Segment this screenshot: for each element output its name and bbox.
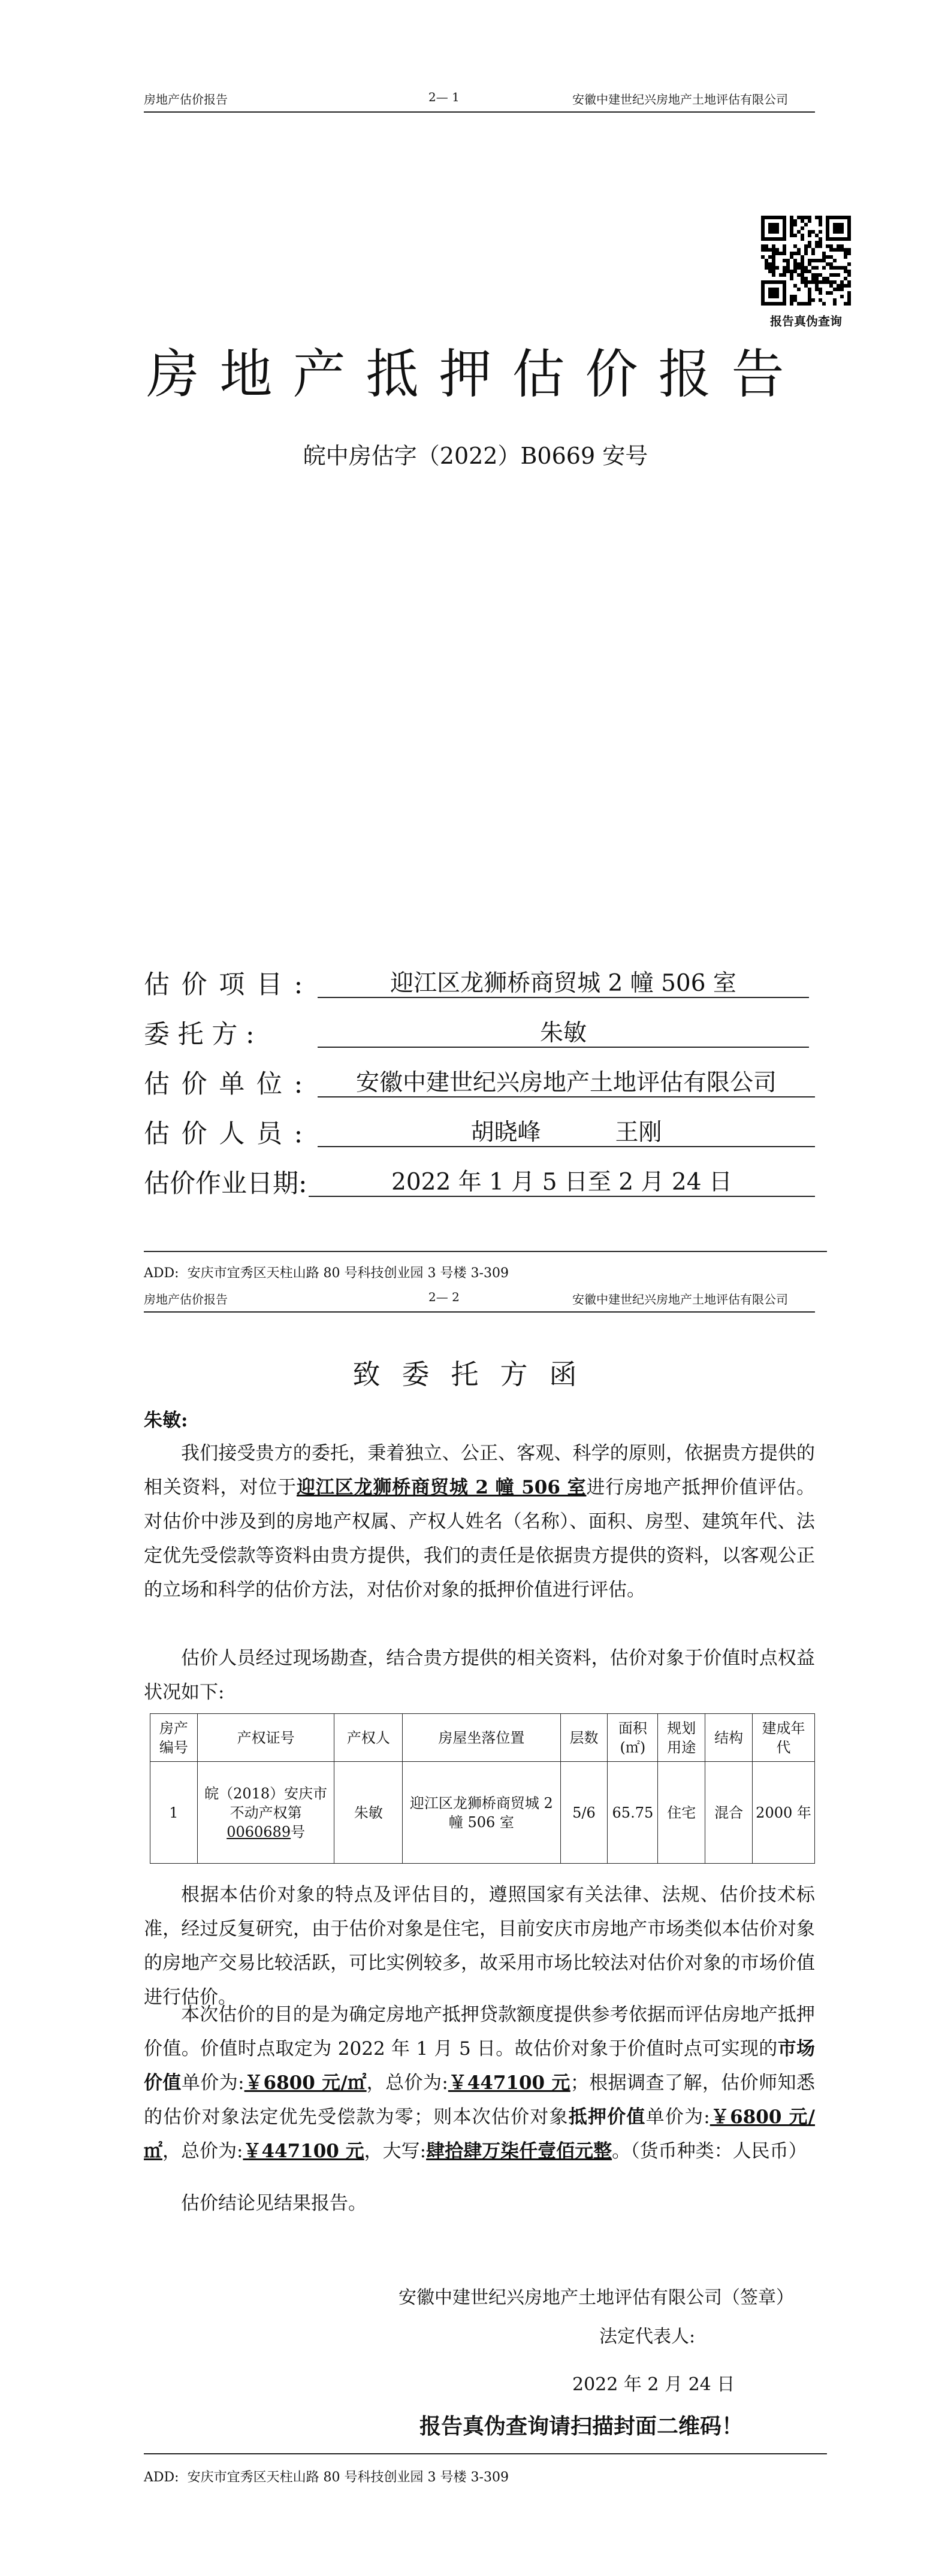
cover-field-label: 估 价 项 目 : (144, 970, 305, 1000)
qr-caption: 报告真伪查询 (770, 314, 842, 328)
authenticity-note: 报告真伪查询请扫描封面二维码！ (419, 2414, 744, 2439)
para4-text-h: ，大写: (364, 2140, 427, 2162)
paragraph-5 (144, 2187, 815, 2221)
property-info-table (150, 1713, 815, 1864)
paragraph-2 (144, 1641, 815, 1710)
table-header-cell: 产权人 (334, 1714, 403, 1762)
signature-date: 2022 年 2 月 24 日 (572, 2374, 735, 2395)
cell-area: 65.75 (608, 1762, 658, 1864)
para1-property-link: 迎江区龙狮桥商贸城 2 幢 506 室 (296, 1477, 587, 1498)
cell-location: 迎江区龙狮桥商贸城 2 幢 506 室 (403, 1762, 560, 1864)
paragraph-3 (144, 1878, 815, 2015)
para4-unit-price-2: ￥6800 元/㎡ (144, 2106, 815, 2162)
cover-field-project (144, 965, 815, 1000)
cell-floors: 5/6 (560, 1762, 608, 1864)
page2-header-left: 房地产估价报告 (144, 1292, 228, 1307)
page1-header-right: 安徽中建世纪兴房地产土地评估有限公司 (572, 92, 788, 107)
cover-field-label: 估价作业日期: (144, 1169, 307, 1199)
table-header-cell: 规划用途 (658, 1714, 705, 1762)
signature-legal-rep: 法定代表人: (599, 2326, 696, 2347)
para4-text-d: ，总价为: (366, 2072, 448, 2094)
table-header-cell: 房产编号 (150, 1714, 198, 1762)
page2-address: ADD: 安庆市宜秀区天柱山路 80 号科技创业园 3 号楼 3-309 (144, 2470, 509, 2485)
paragraph-1 (144, 1437, 815, 1607)
para4-text-g: ，总价为: (162, 2140, 243, 2162)
table-header-cell: 结构 (705, 1714, 753, 1762)
table-header-cell: 房屋坐落位置 (403, 1714, 560, 1762)
para5-text: 估价结论见结果报告。 (181, 2193, 367, 2214)
cover-field-client (144, 1014, 815, 1050)
para4-total-price-2: ￥447100 元 (243, 2140, 364, 2162)
para4-market-value-label: 市场价值 (144, 2038, 815, 2094)
report-title: 房地产抵押估价报告 (146, 343, 805, 405)
page1-address: ADD: 安庆市宜秀区天柱山路 80 号科技创业园 3 号楼 3-309 (144, 1266, 509, 1281)
signature-company: 安徽中建世纪兴房地产土地评估有限公司（签章） (398, 2287, 794, 2308)
cert-text-a: 皖（2018）安庆市不动产权第 (204, 1785, 328, 1821)
para4-mortgage-value-label: 抵押价值 (568, 2106, 646, 2128)
page1-header-page: 2— 1 (428, 90, 460, 104)
cell-structure: 混合 (705, 1762, 753, 1864)
cell-owner: 朱敏 (334, 1762, 403, 1864)
para3-text: 根据本估价对象的特点及评估目的，遵照国家有关法律、法规、估价技术标准，经过反复研究，由于估价对象是住宅，目前安庆市房地产市场类似本估价对象的房地产交易比较活跃，可比实例较多，故采用市场比较法对估价对象的市场价值进行估价。 (144, 1884, 815, 2008)
paragraph-4 (144, 1998, 815, 2169)
report-code: 皖中房估字（2022）B0669 安号 (303, 443, 648, 469)
para4-text-i: 。（货币种类：人民币） (612, 2140, 807, 2162)
cell-certificate (197, 1762, 334, 1864)
para4-text-f: 单价为: (645, 2106, 710, 2128)
cover-field-value: 迎江区龙狮桥商贸城 2 幢 506 室 (318, 965, 809, 998)
para4-text-c: 单价为: (181, 2072, 244, 2094)
page2-header-right: 安徽中建世纪兴房地产土地评估有限公司 (572, 1292, 788, 1307)
cover-field-value: 朱敏 (318, 1014, 809, 1048)
cover-field-appraiser-company (144, 1064, 815, 1100)
cover-field-value: 胡晓峰 王刚 (318, 1114, 815, 1147)
page2-header-page: 2— 2 (428, 1290, 460, 1304)
page2-footer-rule (144, 2453, 827, 2454)
para4-total-price-1: ￥447100 元 (448, 2072, 570, 2094)
page2-header-rule (144, 1311, 815, 1313)
cover-field-label: 估 价 单 位 : (144, 1069, 305, 1099)
table-header-cell: 产权证号 (197, 1714, 334, 1762)
para1-text-a: 我们接受贵方的委托，秉着独立、公正、客观、科学的原则，依据贵方提供的相关资料，对位于 (144, 1443, 815, 1498)
cover-field-label: 估 价 人 员 : (144, 1119, 305, 1149)
table-row (150, 1762, 815, 1864)
para4-text-a: 本次估价的目的是为确定房地产抵押贷款额度提供参考依据而评估房地产抵押价值。价值时点取定为 2022 年 1 月 5 日。故估价对象于价值时点可实现的 (144, 2004, 815, 2060)
qr-code[interactable] (761, 216, 851, 306)
page1-footer-rule (144, 1251, 827, 1252)
cell-usage: 住宅 (658, 1762, 705, 1864)
cover-field-appraisers (144, 1114, 815, 1150)
cell-id: 1 (150, 1762, 198, 1864)
cover-field-label: 委 托 方 : (144, 1020, 255, 1050)
para4-amount-in-words: 肆拾肆万柒仟壹佰元整 (426, 2140, 612, 2162)
letter-title: 致委托方函 (352, 1358, 599, 1390)
para2-text: 估价人员经过现场勘查，结合贵方提供的相关资料，估价对象于价值时点权益状况如下: (144, 1647, 815, 1703)
para4-unit-price-1: ￥6800 元/㎡ (244, 2072, 367, 2094)
table-header-row (150, 1714, 815, 1762)
cert-text-b: 号 (291, 1823, 306, 1840)
para1-text-b: 进行房地产抵押价值评估。对估价中涉及到的房地产权属、产权人姓名（名称）、面积、房型、建筑年代、法定优先受偿款等资料由贵方提供，我们的责任是依据贵方提供的资料，以客观公正的立场和科学的估价方法，对估价对象的抵押价值进行评估。 (144, 1477, 815, 1601)
cover-field-date (144, 1163, 815, 1199)
page1-header-rule (144, 111, 815, 113)
page1-header-left: 房地产估价报告 (144, 92, 228, 107)
para4-text-e: ；根据调查了解，估价师知悉的估价对象法定优先受偿款为零；则本次估价对象 (144, 2072, 815, 2128)
table-header-cell: 层数 (560, 1714, 608, 1762)
cell-year: 2000 年 (753, 1762, 815, 1864)
cover-field-value: 安徽中建世纪兴房地产土地评估有限公司 (318, 1064, 815, 1097)
cover-field-value: 2022 年 1 月 5 日至 2 月 24 日 (309, 1163, 815, 1197)
table-header-cell: 面积(㎡) (608, 1714, 658, 1762)
cert-number: 0060689 (227, 1823, 291, 1840)
salutation: 朱敏: (144, 1410, 188, 1431)
table-header-cell: 建成年代 (753, 1714, 815, 1762)
